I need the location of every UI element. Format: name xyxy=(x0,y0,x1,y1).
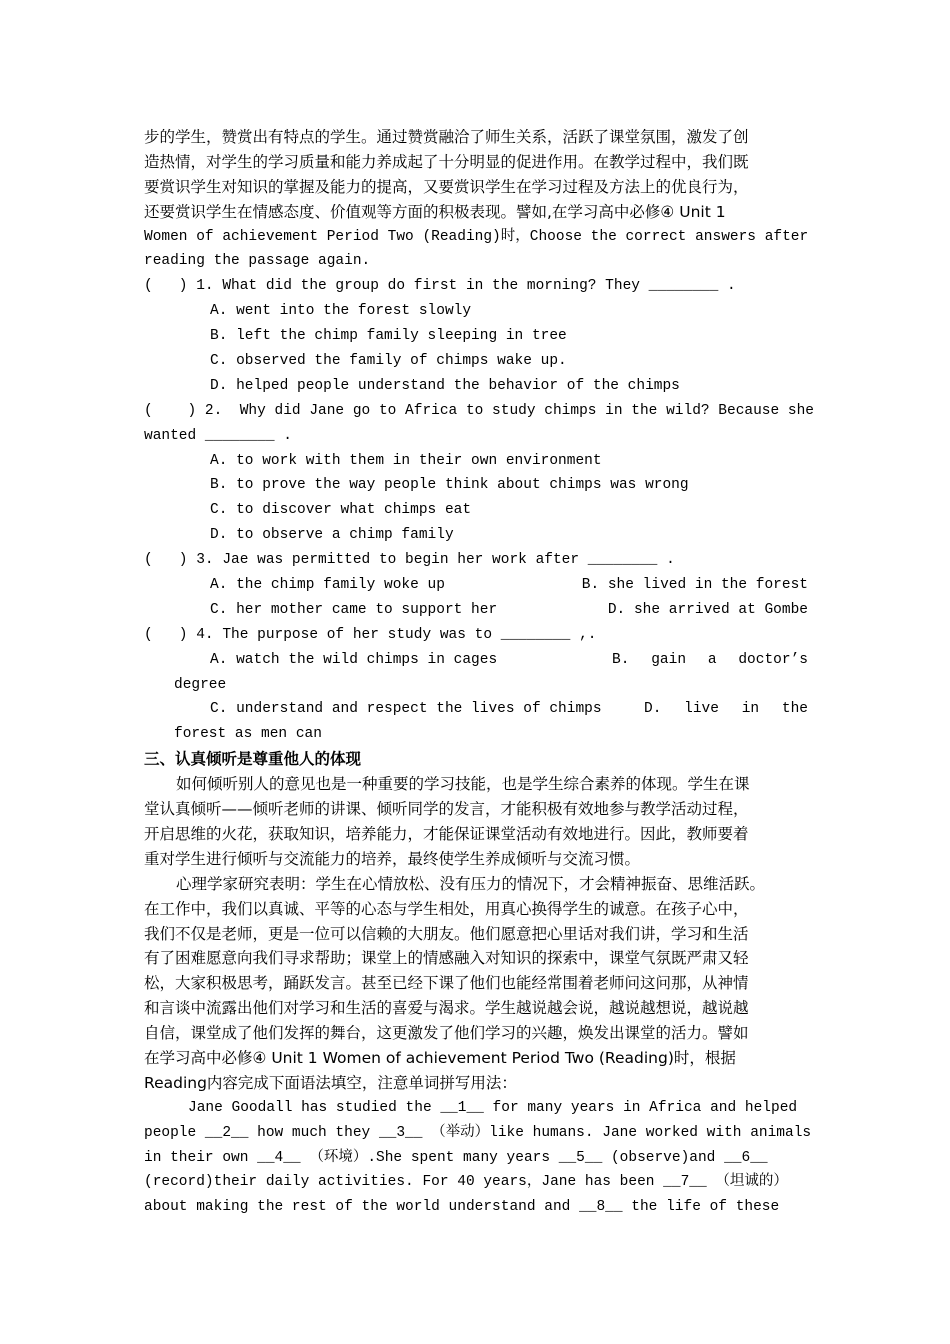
option-c: C. observed the family of chimps wake up. xyxy=(210,353,567,370)
option-d: D. to observe a chimp family xyxy=(210,527,454,544)
question-4 xyxy=(144,623,808,747)
intro-paragraph xyxy=(144,125,808,274)
text-line: 开启思维的火花，获取知识，培养能力，才能保证课堂活动有效地进行。因此，教师要着 xyxy=(144,824,749,843)
cloze-line: (record)their daily activities. For 40 years，Jane has been __7__ （坦诚的） xyxy=(144,1174,788,1191)
cloze-passage xyxy=(144,1096,812,1220)
question-stem: ( ) 3. Jae was permitted to begin her work after ________ . xyxy=(144,552,675,569)
text-line: 自信，课堂成了他们发挥的舞台，这更激发了他们学习的兴趣，焕发出课堂的活力。譬如 xyxy=(144,1024,749,1043)
option-d-word: live xyxy=(684,701,719,718)
option-b: B. to prove the way people think about chimps was wrong xyxy=(210,477,689,494)
question-2 xyxy=(144,399,815,548)
question-stem-cont: wanted ________ . xyxy=(144,427,292,444)
option-d-word: the xyxy=(781,701,808,718)
options-row xyxy=(144,697,808,722)
text-line: 如何倾听别人的意见也是一种重要的学习技能，也是学生综合素养的体现。学生在课 xyxy=(176,775,750,794)
question-stem: ( ) 1. What did the group do first in the morning? They ________ . xyxy=(144,278,736,295)
question-1 xyxy=(144,274,808,398)
option-b-word: doctor’s xyxy=(738,651,808,668)
cloze-line: Jane Goodall has studied the __1__ for many years in Africa and helped xyxy=(188,1099,798,1116)
document-page xyxy=(144,125,815,1220)
cloze-line: in their own __4__ （环境）.She spent many years __5__ (observe)and __6__ xyxy=(144,1149,768,1166)
option-d-word: in xyxy=(741,701,760,718)
text-line: 步的学生，赞赏出有特点的学生。通过赞赏融洽了师生关系，活跃了课堂氛围，激发了创 xyxy=(144,128,749,146)
question-stem: ( ) 2. Why did Jane go to Africa to study chimps in the wild? Because she xyxy=(144,402,815,419)
option-d xyxy=(644,697,808,722)
option-b: B. left the chimp family sleeping in tree xyxy=(210,328,567,345)
option-b xyxy=(612,648,808,673)
option-b-cont: degree xyxy=(174,676,227,693)
text-line: 造热情，对学生的学习质量和能力养成起了十分明显的促进作用。在教学过程中，我们既 xyxy=(144,152,749,171)
text-line: 堂认真倾听——倾听老师的讲课、倾听同学的发言，才能积极有效地参与教学活动过程， xyxy=(144,800,749,819)
option-b-letter: B. xyxy=(612,651,630,668)
options-row xyxy=(144,598,808,623)
text-line: 还要赏识学生在情感态度、价值观等方面的积极表现。譬如,在学习高中必修④ Unit 1 xyxy=(144,202,726,221)
options-row xyxy=(144,573,808,598)
option-a: A. went into the forest slowly xyxy=(210,303,472,320)
paragraph-1 xyxy=(144,772,808,872)
text-line: 在工作中，我们以真诚、平等的心态与学生相处，用真心换得学生的诚意。在孩子心中， xyxy=(144,899,749,918)
text-line: 有了困难愿意向我们寻求帮助；课堂上的情感融入对知识的探索中，课堂气氛既严肃又轻 xyxy=(144,949,749,968)
option-a: A. to work with them in their own environment xyxy=(210,452,602,469)
cloze-line: about making the rest of the world understand and __8__ the life of these xyxy=(144,1199,780,1216)
paragraph-2 xyxy=(144,872,808,1096)
option-d: D. helped people understand the behavior of the chimps xyxy=(210,377,680,394)
option-b-word: a xyxy=(707,651,717,668)
cloze-line: people __2__ how much they __3__ （举动）like humans. Jane worked with animals xyxy=(144,1124,812,1141)
option-d-cont: forest as men can xyxy=(174,726,322,743)
option-d-letter: D. xyxy=(644,701,662,718)
option-c: C. her mother came to support her xyxy=(210,601,498,618)
text-line: 我们不仅是老师，更是一位可以信赖的大朋友。他们愿意把心里话对我们讲，学习和生活 xyxy=(144,924,749,943)
option-b: B. she lived in the forest xyxy=(581,577,808,594)
options-row xyxy=(144,648,808,673)
text-line: 要赏识学生对知识的掌握及能力的提高，又要赏识学生在学习过程及方法上的优良行为， xyxy=(144,177,749,196)
option-a: A. the chimp family woke up xyxy=(210,577,445,594)
text-line: reading the passage again. xyxy=(144,253,371,270)
option-c: C. to discover what chimps eat xyxy=(210,502,472,519)
text-line: 在学习高中必修④ Unit 1 Women of achievement Period Two (Reading)时，根据 xyxy=(144,1048,736,1067)
text-line: 和言谈中流露出他们对学习和生活的喜爱与渴求。学生越说越会说，越说越想说，越说越 xyxy=(144,999,749,1018)
section-heading: 三、认真倾听是尊重他人的体现 xyxy=(144,750,362,769)
option-b-word: gain xyxy=(651,651,687,668)
text-line: 重对学生进行倾听与交流能力的培养，最终使学生养成倾听与交流习惯。 xyxy=(144,849,641,868)
question-3 xyxy=(144,548,808,623)
text-line: 松，大家积极思考，踊跃发言。甚至已经下课了他们也能经常围着老师问这问那，从神情 xyxy=(144,974,749,993)
question-stem: ( ) 4. The purpose of her study was to ________ ,. xyxy=(144,626,597,643)
option-a: A. watch the wild chimps in cages xyxy=(210,651,498,668)
option-c: C. understand and respect the lives of chimps xyxy=(210,701,602,718)
text-line: Women of achievement Period Two (Reading)时，Choose the correct answers after xyxy=(144,228,809,245)
text-line: 心理学家研究表明：学生在心情放松、没有压力的情况下，才会精神振奋、思维活跃。 xyxy=(176,874,766,893)
text-line: Reading内容完成下面语法填空，注意单词拼写用法： xyxy=(144,1073,517,1092)
option-d: D. she arrived at Gombe xyxy=(607,601,808,618)
